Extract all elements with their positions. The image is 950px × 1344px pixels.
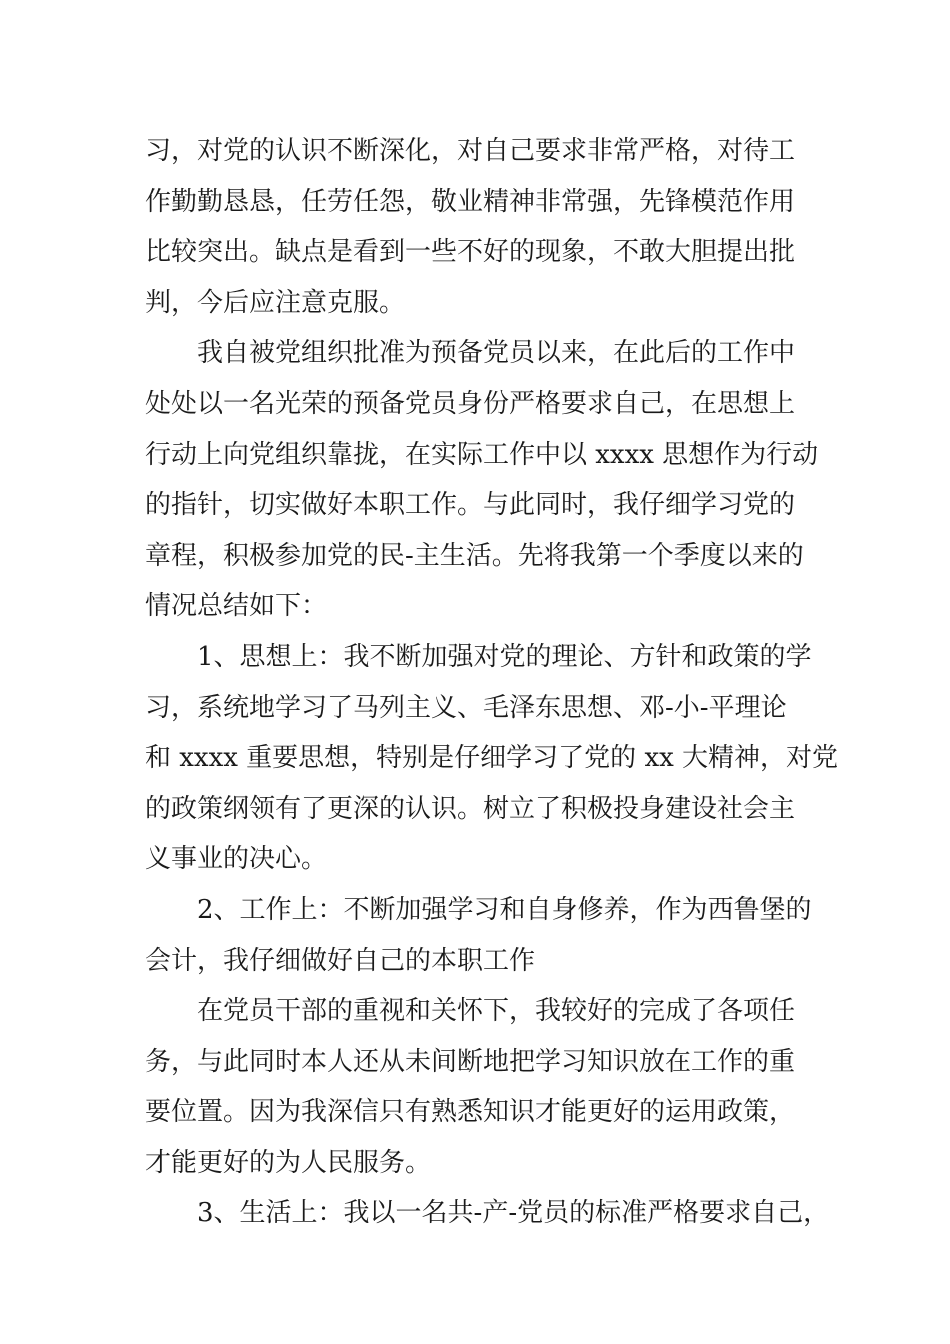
text-line: 务，与此同时本人还从未间断地把学习知识放在工作的重 — [145, 1046, 796, 1077]
text-line: 情况总结如下： — [145, 591, 328, 622]
text-line: 作勤勤恳恳，任劳任怨，敬业精神非常强，先锋模范作用 — [145, 186, 796, 217]
paragraph-first-line: 我自被党组织批准为预备党员以来，在此后的工作中 — [197, 338, 796, 369]
text-line: 比较突出。缺点是看到一些不好的现象，不敢大胆提出批 — [145, 237, 796, 268]
paragraph-first-line: 在党员干部的重视和关怀下，我较好的完成了各项任 — [197, 996, 796, 1027]
text-line: 会计，我仔细做好自己的本职工作 — [145, 945, 536, 976]
paragraph-first-line: 3、生活上：我以一名共-产-党员的标准严格要求自己， — [197, 1198, 830, 1229]
text-line: 的指针，切实做好本职工作。与此同时，我仔细学习党的 — [145, 490, 796, 521]
paragraph-first-line: 1、思想上：我不断加强对党的理论、方针和政策的学 — [197, 641, 812, 672]
text-line: 才能更好的为人民服务。 — [145, 1147, 432, 1178]
paragraph-first-line: 2、工作上：不断加强学习和自身修养，作为西鲁堡的 — [197, 894, 812, 925]
text-line: 章程，积极参加党的民-主生活。先将我第一个季度以来的 — [145, 540, 804, 571]
text-line: 行动上向党组织靠拢，在实际工作中以 xxxx 思想作为行动 — [145, 439, 819, 470]
text-line: 的政策纲领有了更深的认识。树立了积极投身建设社会主 — [145, 793, 796, 824]
text-line: 处处以一名光荣的预备党员身份严格要求自己，在思想上 — [145, 388, 796, 419]
text-line: 要位置。因为我深信只有熟悉知识才能更好的运用政策， — [145, 1097, 796, 1128]
body-text — [145, 126, 839, 1239]
text-line: 判，今后应注意克服。 — [145, 287, 406, 318]
text-line: 习，对党的认识不断深化，对自己要求非常严格，对待工 — [145, 136, 796, 166]
text-line: 和 xxxx 重要思想，特别是仔细学习了党的 xx 大精神，对党 — [145, 743, 839, 774]
text-line: 义事业的决心。 — [145, 844, 328, 875]
text-line: 习，系统地学习了马列主义、毛泽东思想、邓-小-平理论 — [145, 692, 787, 723]
